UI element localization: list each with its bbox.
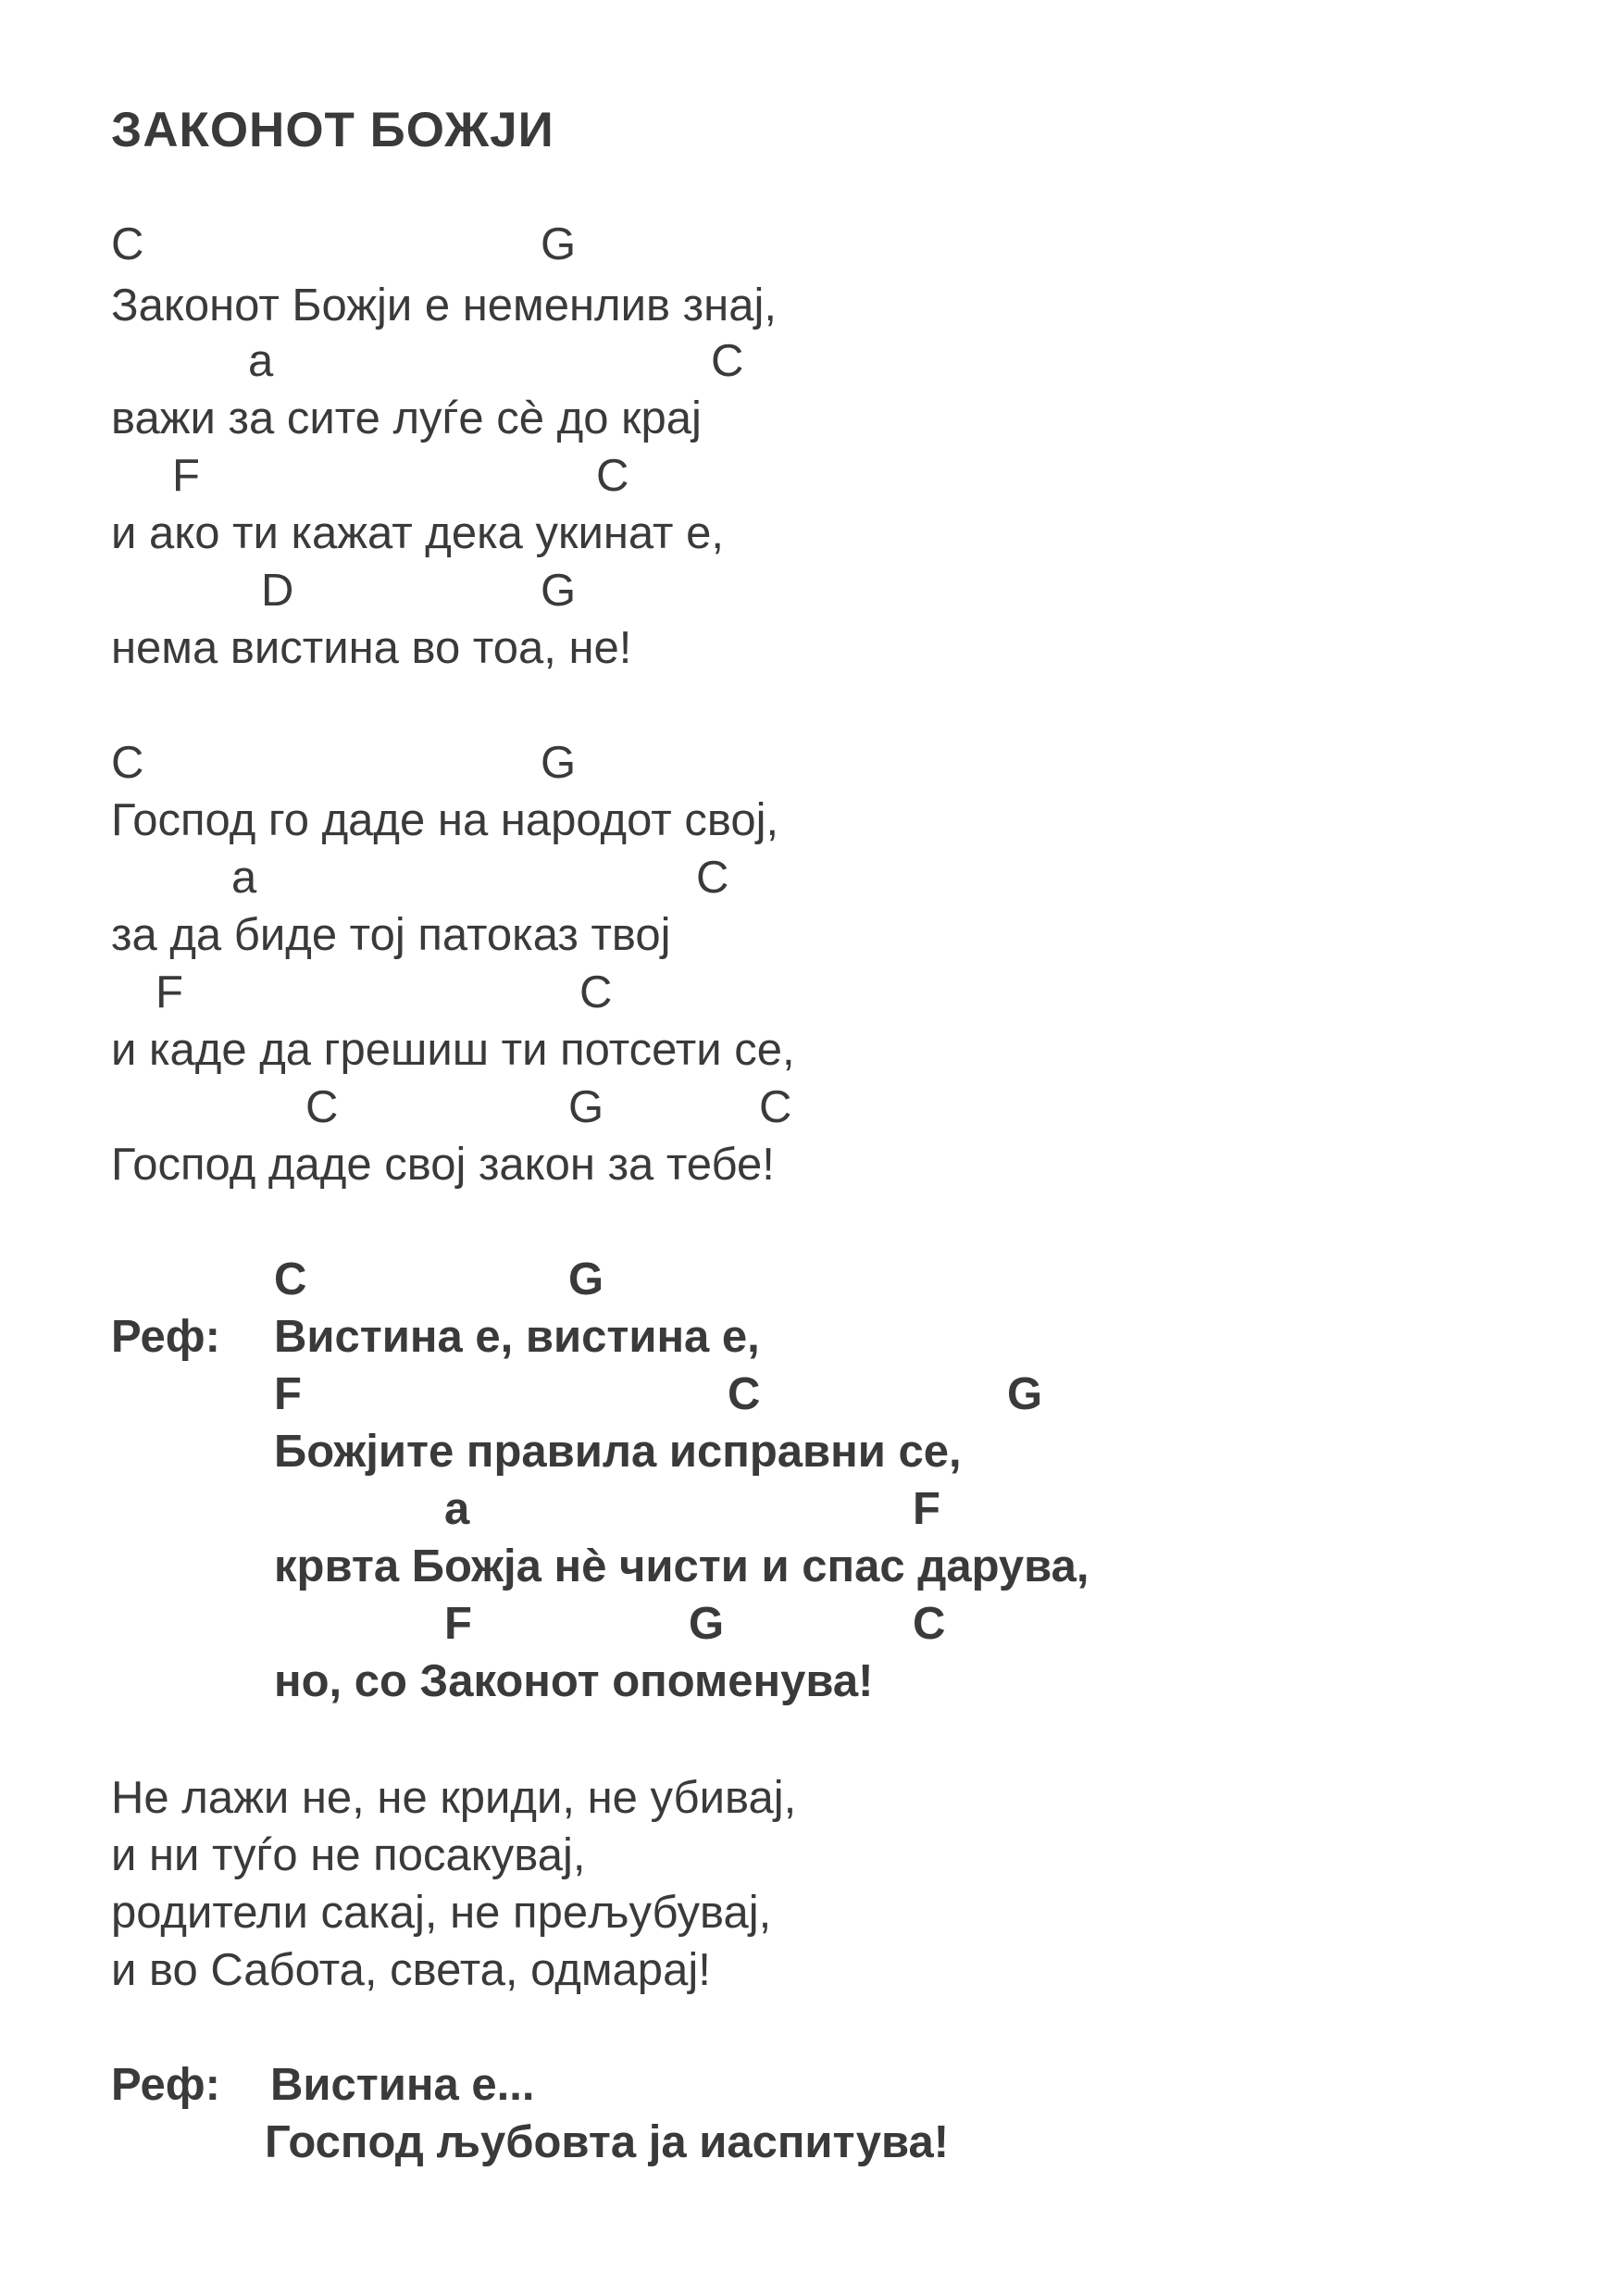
chord: G — [1007, 1369, 1043, 1419]
chord: G — [568, 1082, 604, 1132]
chord: C — [305, 1082, 339, 1132]
lyric-line: Господ љубовта ја иаспитува! — [265, 2117, 950, 2167]
lyric-line: но, со Законот опоменува! — [274, 1656, 874, 1706]
chord: C — [111, 738, 144, 788]
chord: F — [172, 451, 200, 501]
chord: G — [689, 1599, 725, 1649]
lyric-line: Господ даде свој закон за тебе! — [111, 1140, 775, 1190]
lyric-line: крвта Божја нѐ чисти и спас дарува, — [274, 1541, 1089, 1591]
chord: F — [274, 1369, 302, 1419]
lyric-line: Божјите правила исправни се, — [274, 1427, 962, 1477]
lyric-line: и ни туѓо не посакувај, — [111, 1830, 586, 1880]
chord: C — [759, 1082, 792, 1132]
lyric-line: Вистина е, вистина е, — [274, 1312, 760, 1362]
lyric-line: нема вистина во тоа, не! — [111, 623, 632, 673]
chord: C — [728, 1369, 761, 1419]
lyric-line: и ако ти кажат дека укинат е, — [111, 508, 724, 558]
chord: G — [541, 219, 577, 269]
chord: C — [913, 1599, 946, 1649]
lyric-line: и во Сабота, света, одмарај! — [111, 1945, 711, 1995]
lyric-line: важи за сите луѓе сѐ до крај — [111, 393, 702, 443]
lyric-line: родители сакај, не прељубувај, — [111, 1888, 772, 1938]
lyric-line: Законот Божји е неменлив знај, — [111, 281, 777, 331]
chord: G — [541, 738, 577, 788]
chord: a — [231, 853, 257, 903]
song-title: ЗАКОНОТ БОЖЈИ — [111, 103, 554, 157]
chord: C — [579, 967, 613, 1017]
chord: a — [248, 336, 274, 386]
lyric-line: за да биде тој патоказ твој — [111, 910, 671, 960]
refrain-label: Реф: — [111, 1312, 220, 1362]
chord: F — [156, 967, 183, 1017]
lyric-line: и каде да грешиш ти потсети се, — [111, 1025, 795, 1075]
chord: F — [444, 1599, 472, 1649]
chord: D — [261, 566, 294, 616]
lyric-line: Не лажи не, не криди, не убивај, — [111, 1773, 797, 1823]
chord: C — [696, 853, 729, 903]
chord: F — [913, 1484, 940, 1534]
chord: C — [596, 451, 629, 501]
lyric-line: Вистина е... — [270, 2060, 535, 2110]
chord: C — [274, 1254, 307, 1304]
chord: G — [541, 566, 577, 616]
lyric-line: Господ го даде на народот свој, — [111, 795, 779, 845]
chord: G — [568, 1254, 604, 1304]
chord: C — [111, 219, 144, 269]
refrain-label: Реф: — [111, 2060, 220, 2110]
chord: C — [711, 336, 744, 386]
chord: a — [444, 1484, 470, 1534]
